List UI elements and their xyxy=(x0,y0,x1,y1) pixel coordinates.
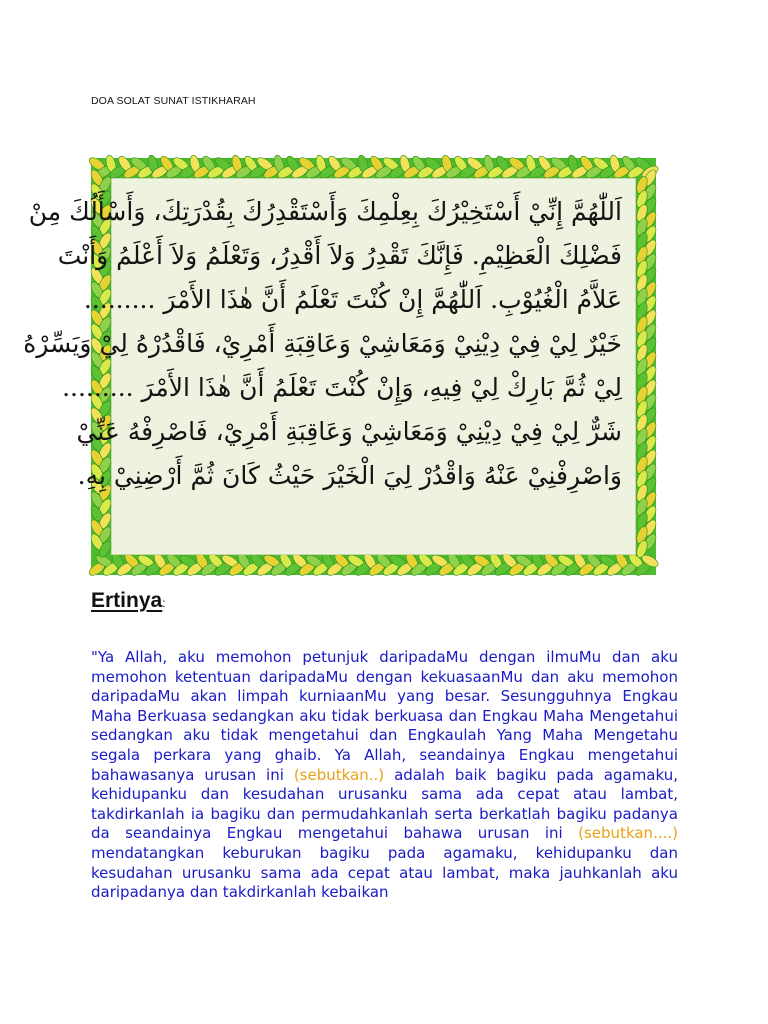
placeholder-highlight: (sebutkan....) xyxy=(578,824,678,843)
arabic-line: لِيْ ثُمَّ بَارِكْ لِيْ فِيهِ، وَإِنْ كُنْتَ تَعْلَمُ أَنَّ هٰذَا الأَمْرَ ......... xyxy=(62,373,622,402)
doa-image xyxy=(23,158,656,575)
arabic-line: وَاصْرِفْنِيْ عَنْهُ وَاقْدُرْ لِيَ الْخَيْرَ حَيْثُ كَانَ ثُمَّ أَرْضِنِيْ بِهِ. xyxy=(77,461,622,490)
arabic-line: شَرٌّ لِيْ فِيْ دِيْنِيْ وَمَعَاشِيْ وَعَاقِبَةِ أَمْرِيْ، فَاصْرِفْهُ عَنِّيْ xyxy=(76,417,622,446)
translation-text: "Ya Allah, aku memohon petunjuk daripadaMu dengan ilmuMu dan aku memohon ketentuan daripadaMu dengan kekuasaanMu dan aku memohon daripadaMu akan limpah kurniaanMu yang besar. Sesungguhnya Engkau Maha Berkuasa sedangkan aku tidak berkuasa dan Engkau Maha Mengetahui sedangkan aku tidak mengetahui dan Engkaulah Yang Maha Mengetahu segala perkara yang ghaib. Ya Allah, seandainya Engkau mengetahui bahawasanya urusan ini xyxy=(91,648,678,784)
arabic-line: فَضْلِكَ الْعَظِيْمِ. فَإِنَّكَ تَقْدِرُ وَلاَ أَقْدِرُ، وَتَعْلَمُ وَلاَ أَعْلَمُ وَأَنْتَ xyxy=(57,241,622,270)
meaning-heading xyxy=(91,589,166,613)
meaning-heading-text: Ertinya xyxy=(91,589,163,612)
translation-text: mendatangkan keburukan bagiku pada agamaku, kehidupanku dan kesudahan urusanku sama ada cepat atau lambat, maka jauhkanlah aku daripadanya dan takdirkanlah kebaikan xyxy=(91,843,678,902)
arabic-line: عَلاَّمُ الْغُيُوْبِ. اَللّٰهُمَّ إِنْ كُنْتَ تَعْلَمُ أَنَّ هٰذَا الأَمْرَ ......... xyxy=(83,285,622,314)
placeholder-highlight: (sebutkan..) xyxy=(293,765,385,784)
translation-paragraph xyxy=(91,648,678,903)
arabic-text-panel xyxy=(23,178,636,555)
arabic-prayer-text xyxy=(23,190,622,498)
meaning-heading-colon: : xyxy=(162,596,166,610)
document-title: DOA SOLAT SUNAT ISTIKHARAH xyxy=(91,95,256,107)
arabic-line: اَللّٰهُمَّ إِنِّيْ أَسْتَخِيْرُكَ بِعِلْمِكَ وَأَسْتَقْدِرُكَ بِقُدْرَتِكَ، وَأَسْأَلُكَ مِنْ xyxy=(28,197,622,226)
arabic-line: خَيْرٌ لِيْ فِيْ دِيْنِيْ وَمَعَاشِيْ وَعَاقِبَةِ أَمْرِيْ، فَاقْدُرْهُ لِيْ وَيَسِّرْهُ xyxy=(23,329,622,358)
translation-text: adalah baik bagiku pada agamaku, kehidupanku dan kesudahan urusanku sama ada cepat atau lambat, takdirkanlah ia bagiku dan permudahkanlah serta berkatlah bagiku padanya da seandainya Engkau mengetahui bahawa urusan ini xyxy=(91,765,678,843)
